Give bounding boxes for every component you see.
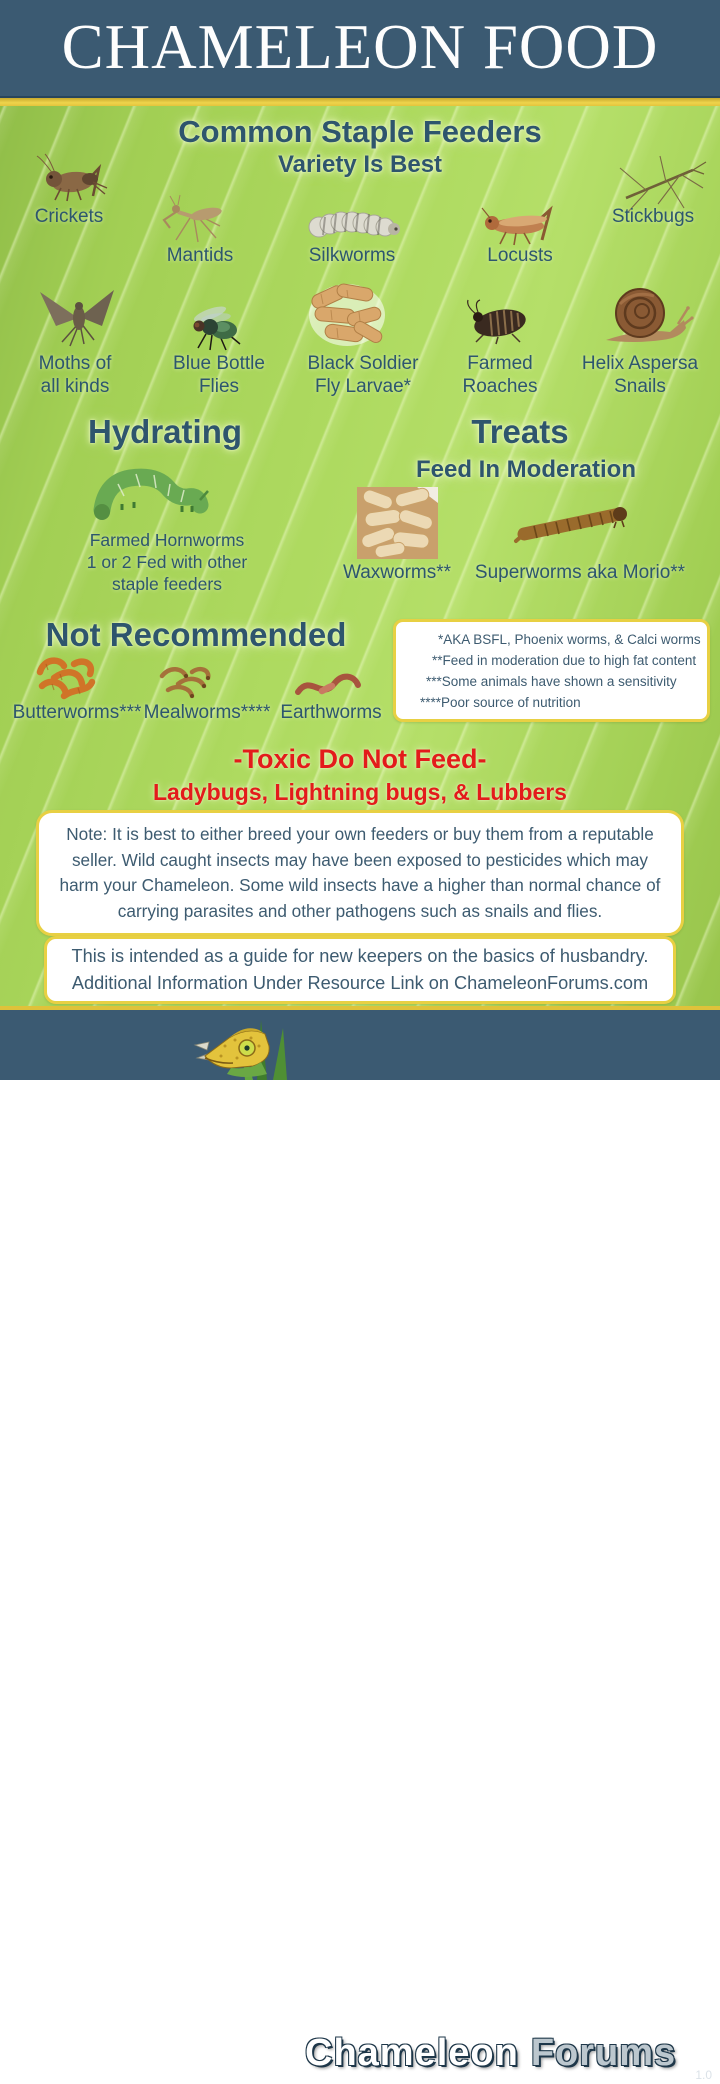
toxic-warning-items: Ladybugs, Lightning bugs, & Lubbers xyxy=(153,779,567,805)
feeder-label-farmed-roaches xyxy=(463,352,538,398)
brand-primary: Chameleon xyxy=(305,2032,519,2074)
not-recommended-section-title: Not Recommended xyxy=(45,616,347,653)
feeder-label-crickets: Crickets xyxy=(34,206,104,227)
brand-secondary: Forums xyxy=(530,2032,677,2074)
feeder-label-blue-bottle-flies xyxy=(173,352,265,398)
cricket-icon xyxy=(35,152,115,204)
footnote-line: ****Poor source of nutrition xyxy=(420,695,581,710)
mantis-icon xyxy=(148,192,233,247)
earthworm-icon xyxy=(292,662,364,702)
toxic-warning-title: -Toxic Do Not Feed- xyxy=(233,744,487,774)
feeder-label-mantids: Mantids xyxy=(166,245,234,266)
treats-label-superworms: Superworms aka Morio** xyxy=(474,562,686,583)
roach-icon xyxy=(464,298,534,344)
nr-label-mealworms: Mealworms**** xyxy=(143,702,271,723)
footnote-line: **Feed in moderation due to high fat content xyxy=(432,653,697,668)
feeder-label-line: Farmed xyxy=(467,353,533,374)
staple-section-title: Common Staple Feeders xyxy=(178,114,542,149)
silkworm-icon xyxy=(303,200,403,245)
feeder-label-line: Roaches xyxy=(462,376,538,397)
nr-label-butterworms: Butterworms*** xyxy=(12,702,142,723)
feeder-label-line: all kinds xyxy=(40,376,110,397)
hydrating-caption-line: staple feeders xyxy=(112,574,222,594)
treats-label-waxworms: Waxworms** xyxy=(342,562,452,583)
version-label: 1.0 xyxy=(695,2068,712,2082)
footnote-line: *AKA BSFL, Phoenix worms, & Calci worms xyxy=(438,632,701,647)
nr-label-earthworms: Earthworms xyxy=(280,702,382,723)
footnote-line: ***Some animals have shown a sensitivity xyxy=(426,674,677,689)
bsfl-larvae-icon xyxy=(307,282,387,348)
feeder-label-black-soldier-fly-larvae xyxy=(308,352,419,398)
feeder-label-line: Blue Bottle xyxy=(173,353,265,374)
feeder-label-moths xyxy=(39,352,112,398)
treats-section-subtitle: Feed In Moderation xyxy=(415,456,637,483)
chameleon-logo-icon xyxy=(195,1012,310,1080)
feeder-label-line: Flies xyxy=(198,376,240,397)
feeder-label-line: Moths of xyxy=(38,353,112,374)
feeder-label-locusts: Locusts xyxy=(487,245,553,266)
header-banner xyxy=(0,0,720,98)
hydrating-caption-line: Farmed Hornworms xyxy=(89,530,245,550)
footnotes-box xyxy=(393,619,710,722)
hydrating-caption-line: 1 or 2 Fed with other xyxy=(86,552,248,572)
note-box-guide: This is intended as a guide for new keepers on the basics of husbandry. Additional Information Under Resource Link on ChameleonForums.com xyxy=(44,936,676,1004)
waxworms-icon xyxy=(357,487,438,559)
note-box-pesticides: Note: It is best to either breed your own feeders or buy them from a reputable seller. Wild caught insects may have been exposed to pesticides which may harm your Chameleon. Some wild insects have a higher than normal chance of carrying parasites and other pathogens such as snails and flies. xyxy=(36,810,684,936)
moth-icon xyxy=(32,284,124,348)
feeder-label-silkworms: Silkworms xyxy=(308,245,396,266)
butterworms-icon xyxy=(30,650,102,704)
brand-wordmark xyxy=(305,2032,676,2075)
fly-icon xyxy=(184,300,248,354)
hydrating-section-title: Hydrating xyxy=(87,413,243,450)
feeder-label-line: Black Soldier xyxy=(307,353,419,374)
feeder-label-line: Helix Aspersa xyxy=(581,353,699,374)
page-title: CHAMELEON FOOD xyxy=(61,12,659,82)
hydrating-caption xyxy=(87,529,248,595)
staple-section-subtitle: Variety Is Best xyxy=(277,151,443,178)
footer-banner xyxy=(0,1010,720,2083)
feeder-label-helix-aspersa-snails xyxy=(582,352,698,398)
copyright-year: 2019 xyxy=(31,2063,66,2080)
snail-icon xyxy=(592,284,692,348)
mealworms-icon xyxy=(152,658,220,704)
treats-section-title: Treats xyxy=(471,413,569,450)
superworm-icon xyxy=(512,498,638,550)
copyright-symbol: © xyxy=(10,2057,27,2083)
header-divider xyxy=(0,98,720,106)
feeder-label-line: Fly Larvae* xyxy=(314,376,412,397)
locust-icon xyxy=(478,198,566,248)
hornworm-icon xyxy=(88,460,210,526)
feeder-label-line: Snails xyxy=(614,376,666,397)
feeder-label-stickbugs: Stickbugs xyxy=(611,206,695,227)
copyright-text xyxy=(10,2057,65,2084)
